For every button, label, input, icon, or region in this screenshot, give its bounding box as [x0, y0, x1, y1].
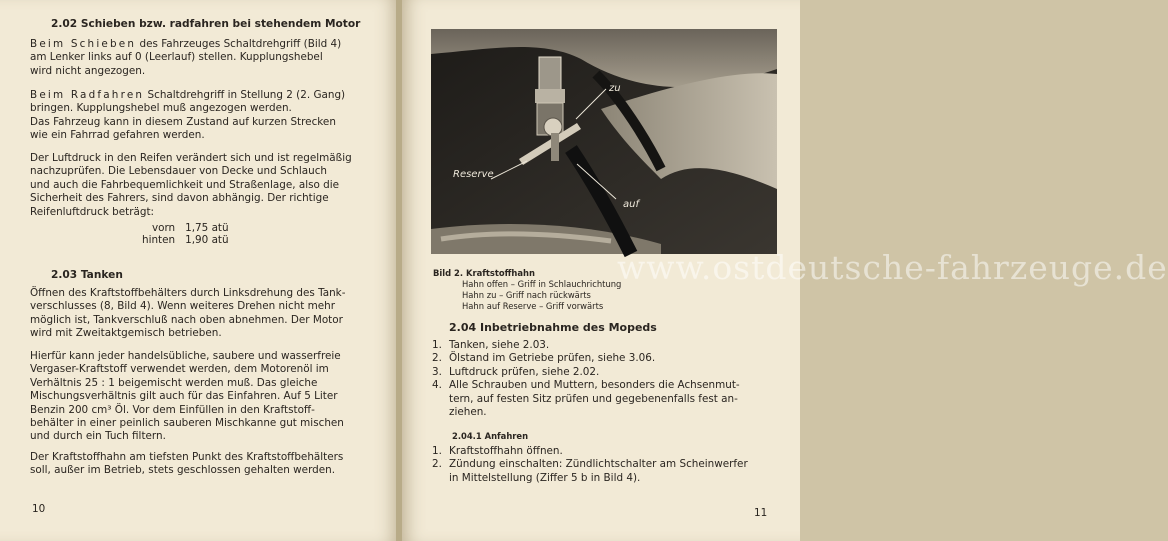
step-number: 2.	[432, 458, 442, 471]
paragraph-schieben	[30, 38, 375, 78]
list-item	[432, 339, 782, 352]
text-line: Öffnen des Kraftstoffbehälters durch Linksdrehung des Tank-	[30, 287, 346, 299]
step-text-continued: ziehen.	[449, 406, 487, 419]
text-line: wird mit Zweitaktgemisch betrieben.	[30, 327, 222, 340]
text-line: Das Fahrzeug kann in diesem Zustand auf kurzen Strecken	[30, 115, 336, 128]
list-item	[432, 445, 782, 458]
watermark: www.ostdeutsche-fahrzeuge.de	[617, 248, 1168, 287]
left-page	[0, 0, 398, 541]
text-line: bringen. Kupplungshebel muß angezogen werden.	[30, 102, 292, 115]
list-item	[432, 352, 782, 365]
figure-caption-title: Bild 2. Kraftstoffhahn	[433, 268, 535, 278]
text-line: Der Luftdruck in den Reifen verändert sich und ist regelmäßig	[30, 152, 352, 164]
pressure-value: 1,75 atü	[185, 222, 229, 234]
step-number: 2.	[432, 352, 442, 365]
spaced-term: Beim Radfahren	[30, 89, 145, 101]
text-line: soll, außer im Betrieb, stets geschlossen gehalten werden.	[30, 464, 336, 477]
list-item	[432, 379, 782, 419]
photo-label-reserve: Reserve	[453, 169, 494, 180]
paragraph-radfahren	[30, 89, 375, 143]
step-number: 1.	[432, 445, 442, 457]
caption-line: Hahn offen – Griff in Schlauchrichtung	[462, 279, 622, 289]
fuel-tap-photo	[431, 29, 777, 254]
text-line: Sicherheit des Fahrers, sind davon abhängig. Der richtige	[30, 192, 329, 205]
pressure-label: hinten	[142, 234, 176, 246]
step-text: Zündung einschalten: Zündlichtschalter am Scheinwerfer	[449, 458, 748, 471]
step-text-continued: tern, auf festen Sitz prüfen und gegebenenfalls fest an-	[449, 392, 738, 405]
photo-label-auf: auf	[623, 199, 639, 210]
step-number: 3.	[432, 365, 442, 378]
text-line: verschlusses (8, Bild 4). Wenn weiteres Drehen nicht mehr	[30, 300, 336, 313]
text-line: wird nicht angezogen.	[30, 64, 146, 77]
table-row	[142, 234, 235, 246]
step-text-continued: in Mittelstellung (Ziffer 5 b in Bild 4).	[449, 471, 641, 484]
text-line: Schaltdrehgriff in Stellung 2 (2. Gang)	[144, 89, 346, 101]
step-text: Ölstand im Getriebe prüfen, siehe 3.06.	[449, 352, 656, 365]
text-line: Benzin 200 cm³ Öl. Vor dem Einfüllen in den Kraftstoff-	[30, 403, 315, 416]
text-line: möglich ist, Tankverschluß nach oben abnehmen. Der Motor	[30, 313, 343, 326]
section-heading-2-04: 2.04 Inbetriebnahme des Mopeds	[449, 321, 657, 334]
caption-line: Hahn zu – Griff nach rückwärts	[462, 290, 591, 300]
paragraph-tanken	[30, 287, 375, 341]
section-heading-2-02: 2.02 Schieben bzw. radfahren bei stehendem Motor	[51, 18, 361, 30]
figure-caption-lines	[462, 279, 621, 312]
text-line: nachzuprüfen. Die Lebensdauer von Decke und Schlauch	[30, 165, 328, 178]
step-number: 1.	[432, 339, 442, 351]
text-line: Hierfür kann jeder handelsübliche, saubere und wasserfreie	[30, 350, 341, 362]
steps-list-2-04	[432, 339, 782, 419]
caption-line: Hahn auf Reserve – Griff vorwärts	[462, 301, 604, 311]
text-line: am Lenker links auf 0 (Leerlauf) stellen. Kupplungshebel	[30, 51, 323, 64]
table-row	[142, 222, 235, 234]
spaced-term: Beim Schieben	[30, 38, 137, 50]
step-number: 4.	[432, 379, 442, 392]
step-text: Luftdruck prüfen, siehe 2.02.	[449, 365, 600, 378]
step-text: Kraftstoffhahn öffnen.	[449, 445, 563, 457]
list-item	[432, 366, 782, 379]
text-line: des Fahrzeuges Schaltdrehgriff (Bild 4)	[136, 38, 342, 50]
paragraph-kraftstoffhahn	[30, 451, 375, 478]
page-number-left: 10	[32, 503, 46, 515]
section-heading-2-03: 2.03 Tanken	[51, 269, 123, 281]
step-text: Tanken, siehe 2.03.	[449, 339, 550, 351]
text-line: Mischungsverhältnis gilt auch für das Einfahren. Auf 5 Liter	[30, 390, 338, 403]
paragraph-luftdruck	[30, 152, 375, 219]
text-line: Der Kraftstoffhahn am tiefsten Punkt des Kraftstoffbehälters	[30, 451, 344, 463]
section-heading-2-04-1: 2.04.1 Anfahren	[452, 431, 529, 441]
pressure-value: 1,90 atü	[185, 234, 229, 246]
list-item	[432, 458, 782, 485]
text-line: Verhältnis 25 : 1 beigemischt werden muß. Das gleiche	[30, 376, 318, 389]
fuel-tap-illustration	[431, 29, 777, 254]
text-line: und durch ein Tuch filtern.	[30, 430, 166, 443]
text-line: behälter in einer peinlich sauberen Mischkanne gut mischen	[30, 417, 344, 430]
text-line: Reifenluftdruck beträgt:	[30, 205, 155, 218]
right-page	[402, 0, 1168, 541]
text-line: Vergaser-Kraftstoff verwendet werden, dem Motorenöl im	[30, 363, 329, 376]
page-number-right: 11	[754, 507, 768, 519]
pressure-label: vorn	[151, 222, 176, 234]
tire-pressure-table	[142, 222, 235, 246]
steps-list-2-04-1	[432, 445, 782, 485]
step-text: Alle Schrauben und Muttern, besonders die Achsenmut-	[449, 379, 740, 392]
text-line: und auch die Fahrbequemlichkeit und Straßenlage, also die	[30, 178, 340, 191]
paragraph-gemisch	[30, 350, 375, 444]
text-line: wie ein Fahrrad gefahren werden.	[30, 129, 205, 142]
photo-label-zu: zu	[609, 83, 621, 94]
